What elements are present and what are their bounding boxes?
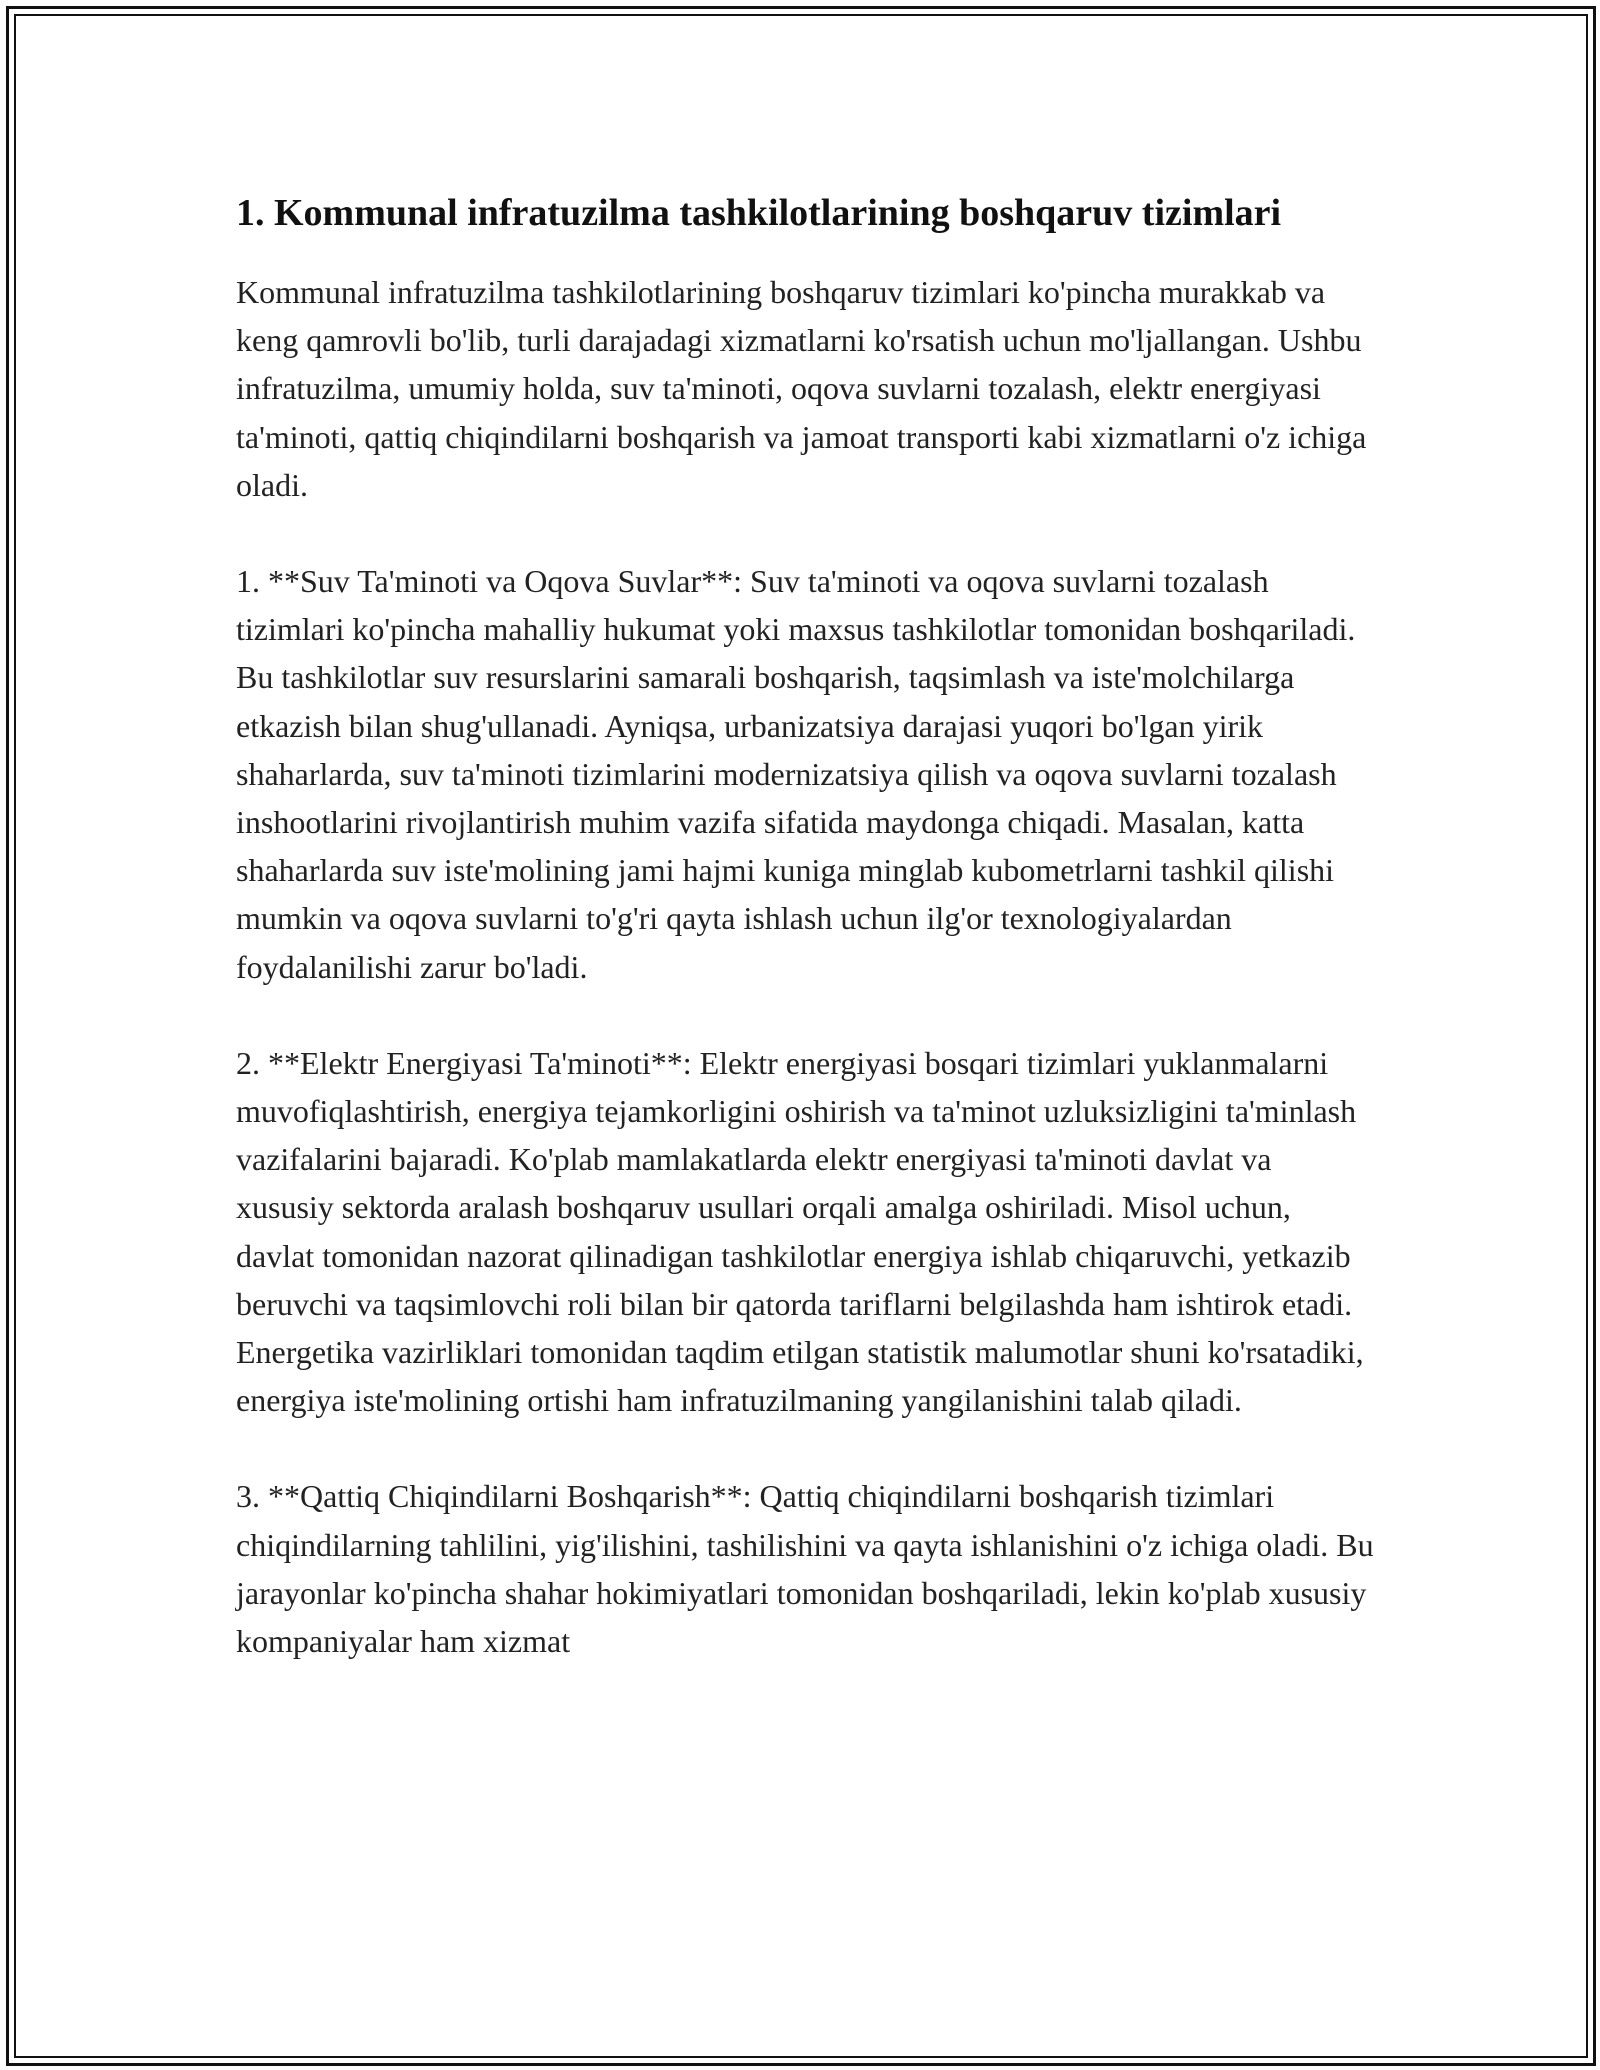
section-heading: 1. Kommunal infratuzilma tashkilotlarining boshqaruv tizimlari: [236, 192, 1282, 234]
intro-paragraph: Kommunal infratuzilma tashkilotlarining boshqaruv tizimlari ko'pincha murakkab va keng qamrovli bo'lib, turli darajadagi xizmatlarni ko'rsatish uchun mo'ljallangan. Ushbu infratuzilma, umumiy holda, suv ta'minoti, oqova suvlarni tozalash, elektr energiyasi ta'minoti, qattiq chiqindilarni boshqarish va jamoat transporti kabi xizmatlarni o'z ichiga oladi.: [236, 274, 1367, 503]
electricity-paragraph: 2. **Elektr Energiyasi Ta'minoti**: Elektr energiyasi bosqari tizimlari yuklanmalarni muvofiqlashtirish, energiya tejamkorligini oshirish va ta'minot uzluksizligini ta'minlash vazifalarini bajaradi. Ko'plab mamlakatlarda elektr energiyasi ta'minoti davlat va xususiy sektorda aralash boshqaruv usullari orqali amalga oshiriladi. Misol uchun, davlat tomonidan nazorat qilinadigan tashkilotlar energiya ishlab chiqaruvchi, yetkazib beruvchi va taqsimlovchi roli bilan bir qatorda tariflarni belgilashda ham ishtirok etadi. Energetika vazirliklari tomonidan taqdim etilgan statistik malumotlar shuni ko'rsatadiki, energiya iste'molining ortishi ham infratuzilmaning yangilanishini talab qiladi.: [236, 1044, 1364, 1419]
solid-waste-paragraph: 3. **Qattiq Chiqindilarni Boshqarish**: Qattiq chiqindilarni boshqarish tizimlari chiqindilarning tahlilini, yig'ilishini, tashilishini va qayta ishlanishini o'z ichiga oladi. Bu jarayonlar ko'pincha shahar hokimiyatlari tomonidan boshqariladi, lekin ko'plab xususiy kompaniyalar ham xizmat: [236, 1478, 1374, 1660]
water-supply-paragraph: 1. **Suv Ta'minoti va Oqova Suvlar**: Suv ta'minoti va oqova suvlarni tozalash tizimlari ko'pincha mahalliy hukumat yoki maxsus tashkilotlar tomonidan boshqariladi. Bu tashkilotlar suv resurslarini samarali boshqarish, taqsimlash va iste'molchilarga etkazish bilan shug'ullanadi. Ayniqsa, urbanizatsiya darajasi yuqori bo'lgan yirik shaharlarda, suv ta'minoti tizimlarini modernizatsiya qilish va oqova suvlarni tozalash inshootlarini rivojlantirish muhim vazifa sifatida maydonga chiqadi. Masalan, katta shaharlarda suv iste'molining jami hajmi kuniga minglab kubometrlarni tashkil qilishi mumkin va oqova suvlarni to'g'ri qayta ishlash uchun ilg'or texnologiyalardan foydalanilishi zarur bo'ladi.: [236, 563, 1356, 985]
document-body: [236, 186, 1376, 1713]
